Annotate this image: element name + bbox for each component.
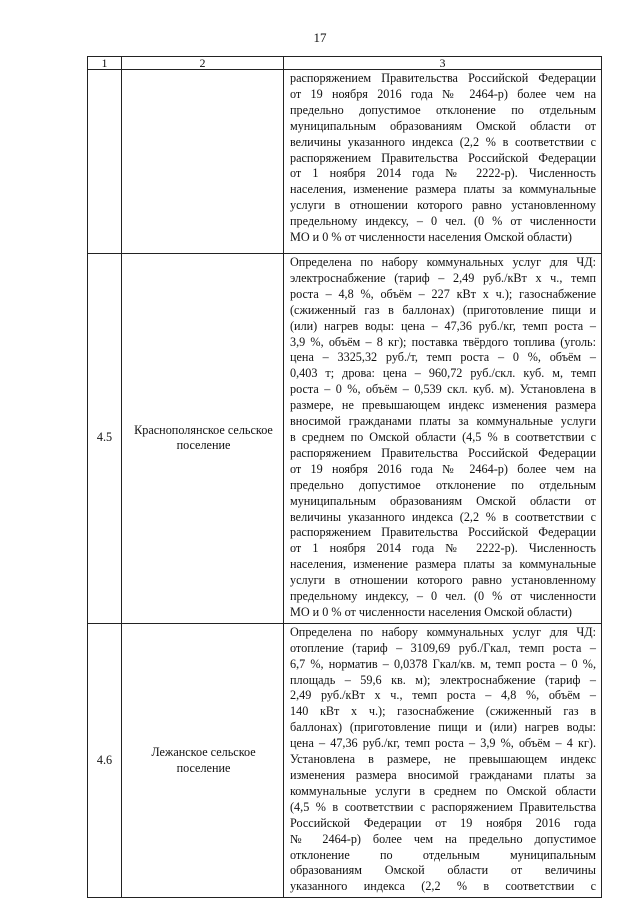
description-line: цена – 3325,32 руб./т, темп роста – 0 %, объём – [290,350,596,365]
description-cell [284,623,602,897]
settlement-name-cell [122,70,284,254]
description-line: изменения размера вносимой гражданами платы за [290,768,596,782]
description-line: образованиям Омской области от величины [290,863,596,878]
description-line: в среднем по Омской области (4,5 % в соответствии с [290,429,596,444]
table-row [88,623,602,897]
description-line: предельному индексу, – 0 чел. (0 % от численности [290,589,596,604]
description-line: услуги в отношении которого равно установленному [290,198,596,213]
description-line: населения, изменение размера платы за коммунальные [290,557,596,572]
description-line: коммунальные услуги в среднем по Омской области [290,783,596,798]
description-line: предельному индексу, – 0 чел. (0 % от численности [290,214,596,229]
description-cell [284,70,602,254]
description-line: от 19 ноября 2016 года № 2464-р) более чем на [290,461,596,476]
description-line: услуги в отношении которого равно установленному [290,573,596,588]
settlement-name-cell [122,623,284,897]
description-line: Установлена в размере, не превышающем индекс [290,752,596,767]
document-table [87,56,602,898]
description-line: Определена по набору коммунальных услуг для ЧД: [290,624,596,639]
settlement-name-line: Лежанское сельское [151,744,256,759]
header-cell-1: 1 [88,57,122,70]
description-line: распоряжением Правительства Российской Федерации [290,525,596,540]
description-line: площадь – 59,6 кв. м); электроснабжение (тариф – [290,672,596,687]
description-line: предельно допустимое отклонение по отдельным [290,102,596,117]
page-number: 17 [313,30,327,45]
header-cell-2: 2 [122,57,284,70]
description-line: роста – 0 %, объём – 0,539 скл. куб. м). Установлена в [290,382,596,397]
description-line: от 19 ноября 2016 года № 2464-р) более чем на [290,86,596,101]
description-line: указанного индекса (2,2 % в соответствии с [290,879,596,894]
table-row [88,254,602,624]
description-line: величины указанного индекса (2,2 % в соответствии с [290,134,596,149]
description-line: цена – 47,36 руб./кг, темп роста – 3,9 %, объём – 4 кг). [290,736,596,751]
row-number-cell: 4.6 [88,623,122,897]
description-line: электроснабжение (тариф – 2,49 руб./кВт х ч., темп [290,270,596,285]
description-line: МО и 0 % от численности населения Омской области) [290,230,572,245]
description-line: муниципальным образованиям Омской области от [290,118,596,133]
description-line: Определена по набору коммунальных услуг для ЧД: [290,255,596,269]
description-line: (или) нагрев воды: цена – 47,36 руб./кг, темп роста – [290,318,596,333]
description-line: 6,7 %, норматив – 0,0378 Гкал/кв. м, темп роста – 0 %, [290,656,596,671]
description-line: баллонах) (приготовление пищи и (или) нагрев воды: [290,720,596,735]
description-line: отклонение по отдельным муниципальным [290,847,596,862]
description-line: 3,9 %, объём – 8 кг); поставка твёрдого топлива (уголь: [290,334,596,349]
description-line: 0,403 т; дрова: цена – 960,72 руб./скл. куб. м, темп [290,366,596,381]
description-line: распоряжением Правительства Российской Федерации [290,445,596,460]
description-line: вносимой гражданами платы за коммунальные услуги [290,414,596,429]
description-line: Российской Федерации от 19 ноября 2016 года [290,815,596,830]
description-line: распоряжением Правительства Российской Федерации [290,150,596,165]
description-line: МО и 0 % от численности населения Омской области) [290,604,572,619]
row-number-cell [88,70,122,254]
description-line: предельно допустимое отклонение по отдельным [290,477,596,492]
table-header-row [88,57,602,70]
description-line: размере, не превышающем индекс изменения размера [290,398,596,413]
description-line: от 1 ноября 2014 года № 2222-р). Численность [290,541,596,556]
settlement-name-cell [122,254,284,624]
description-line: величины указанного индекса (2,2 % в соответствии с [290,509,596,524]
table-row [88,70,602,254]
description-line: муниципальным образованиям Омской области от [290,493,596,508]
description-line: (4,5 % в соответствии с распоряжением Правительства [290,799,596,814]
description-line: (сжиженный газ в баллонах) (приготовление пищи и [290,302,596,317]
header-cell-3: 3 [284,57,602,70]
description-line: от 1 ноября 2014 года № 2222-р). Численность [290,166,596,181]
description-line: роста – 4,8 %, объём – 227 кВт х ч.); газоснабжение [290,286,596,301]
description-line: отопление (тариф – 3109,69 руб./Гкал, темп роста – [290,640,596,655]
description-line: распоряжением Правительства Российской Федерации [290,71,596,85]
description-cell [284,254,602,624]
settlement-name-line: поселение [176,438,231,453]
description-line: 140 кВт х ч.); газоснабжение (сжиженный газ в [290,704,596,719]
description-line: 2,49 руб./кВт х ч., темп роста – 4,8 %, объём – [290,688,596,703]
settlement-name-line: поселение [176,760,231,775]
description-line: № 2464-р) более чем на предельно допустимое [290,831,596,846]
settlement-name-line: Краснополянское сельское [134,422,273,437]
description-line: населения, изменение размера платы за коммунальные [290,182,596,197]
row-number-cell: 4.5 [88,254,122,624]
